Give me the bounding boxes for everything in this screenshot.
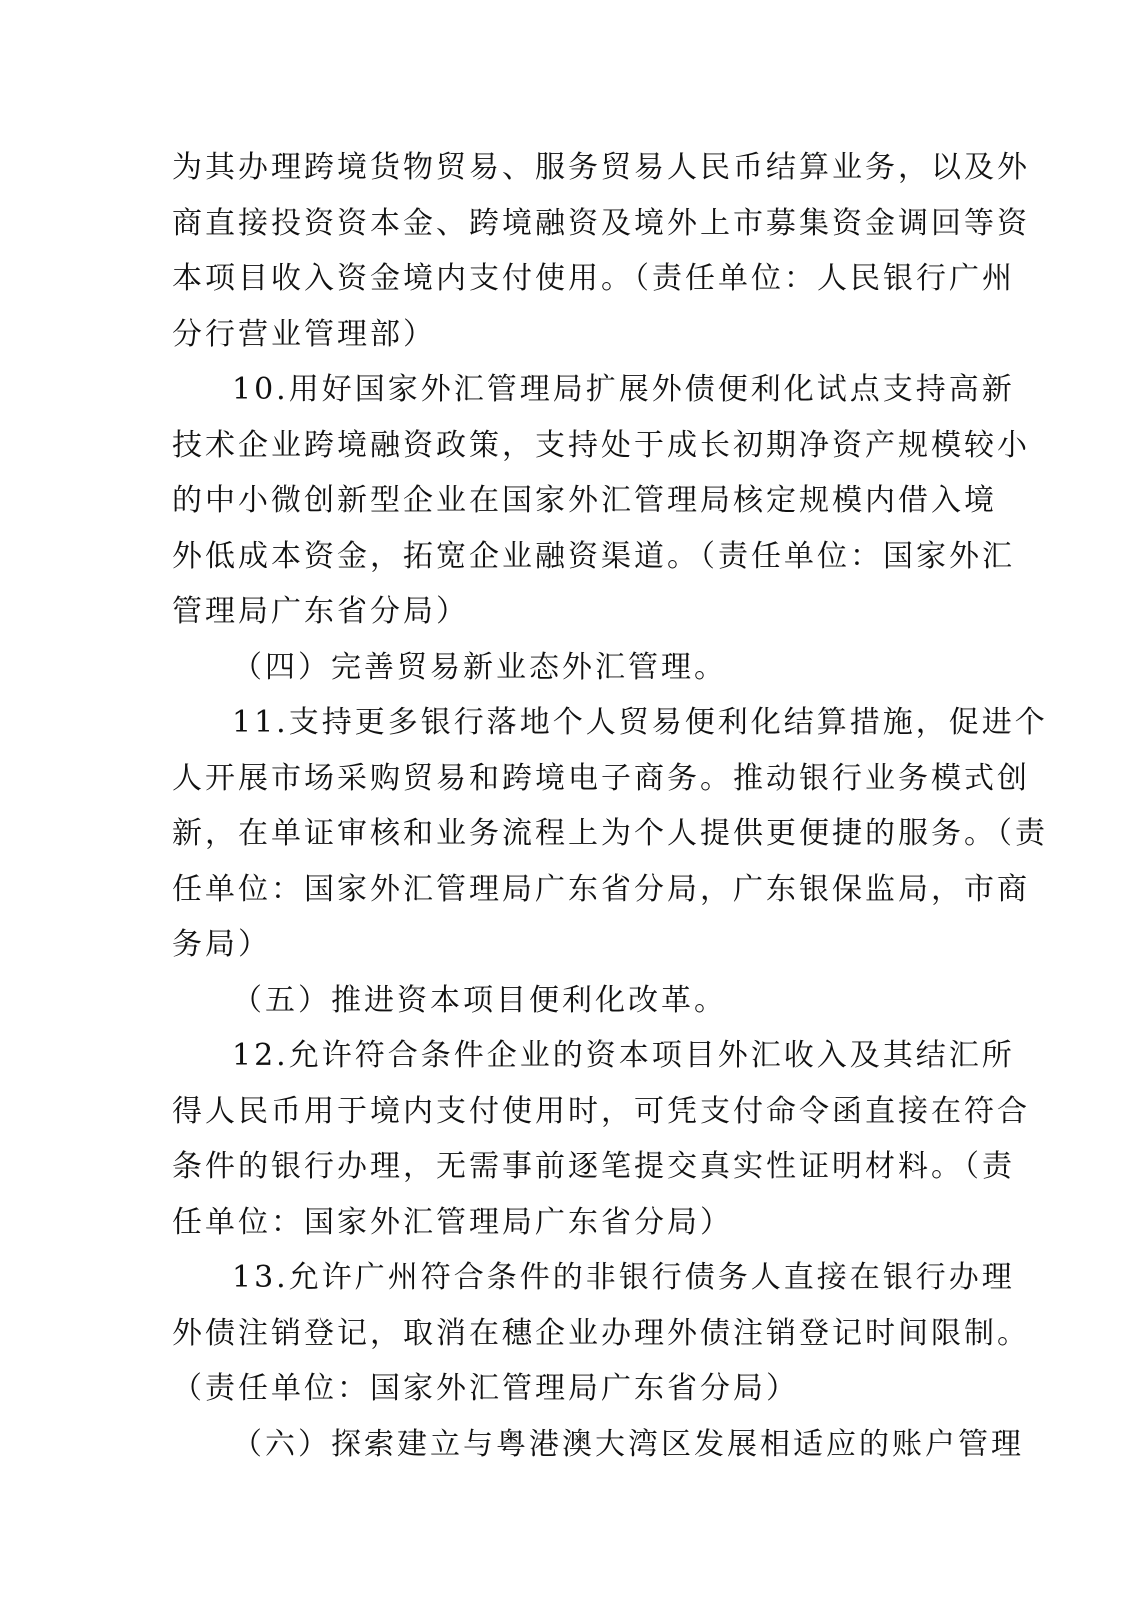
text-line: 务局） bbox=[172, 927, 271, 962]
text-line: 外债注销登记，取消在穗企业办理外债注销登记时间限制。 bbox=[172, 1315, 1030, 1351]
text-line: 的中小微创新型企业在国家外汇管理局核定规模内借入境 bbox=[172, 483, 997, 518]
item-10-line: 10.用好国家外汇管理局扩展外债便利化试点支持高新 bbox=[232, 372, 1015, 407]
item-12-line: 12.允许符合条件企业的资本项目外汇收入及其结汇所 bbox=[232, 1038, 1015, 1073]
section-heading-6: （六）探索建立与粤港澳大湾区发展相适应的账户管理 bbox=[232, 1426, 1024, 1462]
text-line: 条件的银行办理，无需事前逐笔提交真实性证明材料。（责 bbox=[172, 1149, 1015, 1184]
text-line: 任单位：国家外汇管理局广东省分局） bbox=[172, 1204, 733, 1240]
text-line: 分行营业管理部） bbox=[172, 316, 436, 352]
text-line: 外低成本资金，拓宽企业融资渠道。（责任单位：国家外汇 bbox=[172, 538, 1015, 574]
text-line: 管理局广东省分局） bbox=[172, 594, 469, 629]
text-line: 新，在单证审核和业务流程上为个人提供更便捷的服务。（责 bbox=[172, 816, 1048, 851]
text-line: 技术企业跨境融资政策，支持处于成长初期净资产规模较小 bbox=[172, 427, 1030, 463]
item-11-line: 11.支持更多银行落地个人贸易便利化结算措施，促进个 bbox=[232, 705, 1048, 740]
section-heading-4: （四）完善贸易新业态外汇管理。 bbox=[232, 649, 727, 685]
text-line: 为其办理跨境货物贸易、服务贸易人民币结算业务，以及外 bbox=[172, 150, 1030, 185]
item-13-line: 13.允许广州符合条件的非银行债务人直接在银行办理 bbox=[232, 1260, 1015, 1295]
section-heading-5: （五）推进资本项目便利化改革。 bbox=[232, 982, 727, 1018]
text-line: 本项目收入资金境内支付使用。（责任单位：人民银行广州 bbox=[172, 261, 1015, 296]
text-line: 人开展市场采购贸易和跨境电子商务。推动银行业务模式创 bbox=[172, 760, 1030, 796]
text-line: （责任单位：国家外汇管理局广东省分局） bbox=[172, 1371, 799, 1406]
text-line: 得人民币用于境内支付使用时，可凭支付命令函直接在符合 bbox=[172, 1093, 1030, 1129]
text-line: 任单位：国家外汇管理局广东省分局，广东银保监局，市商 bbox=[172, 871, 1030, 907]
document-body bbox=[172, 140, 1048, 1472]
text-line: 商直接投资资本金、跨境融资及境外上市募集资金调回等资 bbox=[172, 205, 1030, 241]
